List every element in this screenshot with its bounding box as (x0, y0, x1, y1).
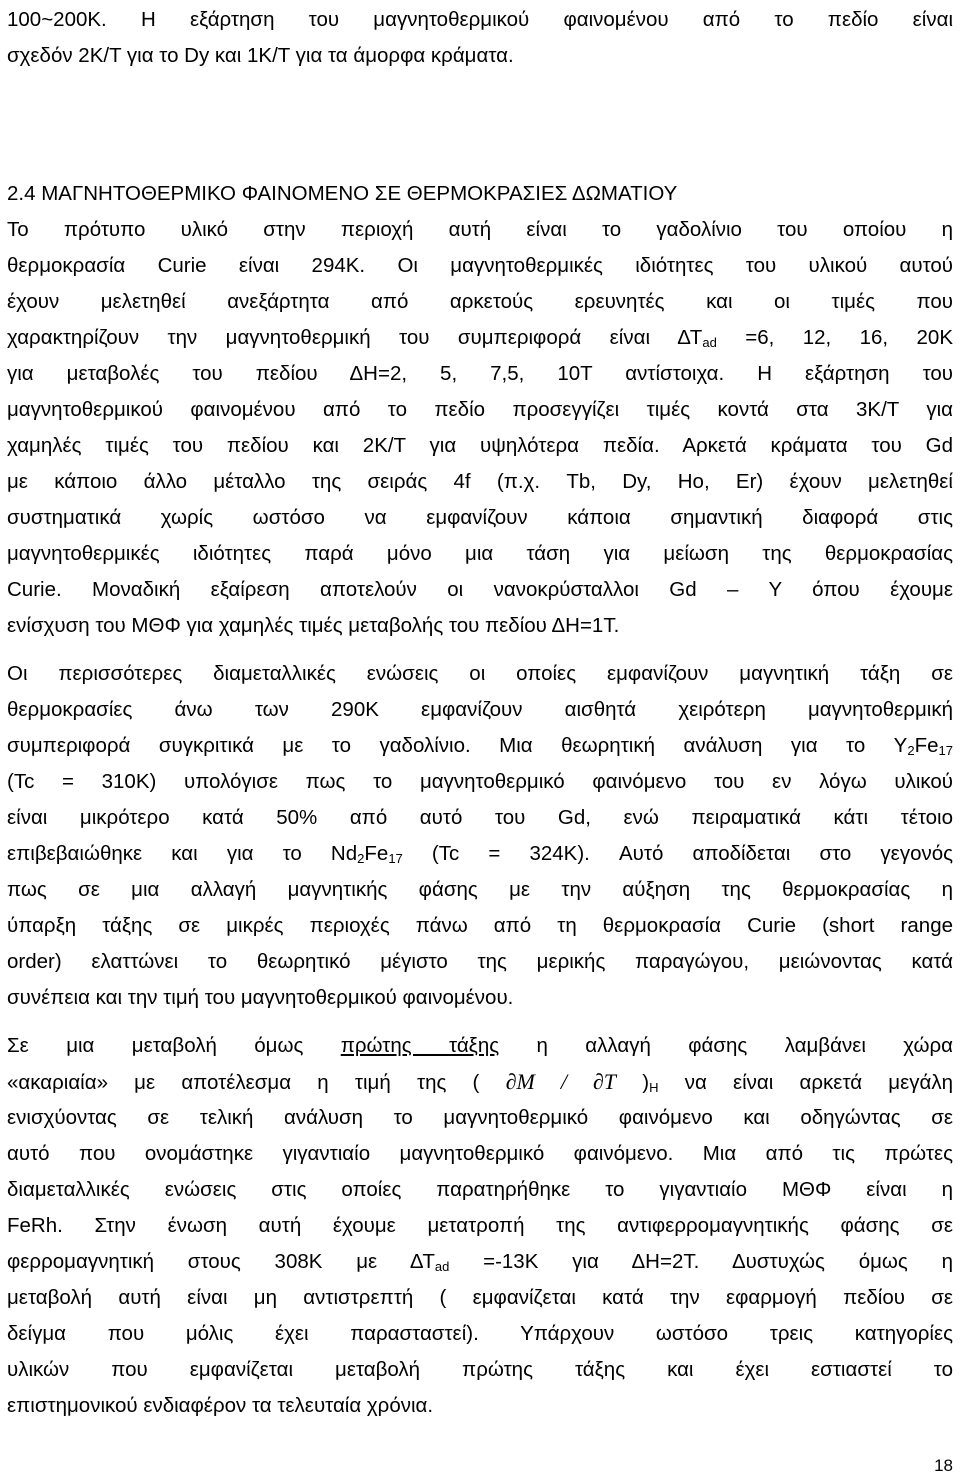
text-line: για μεταβολές του πεδίου ΔΗ=2, 5, 7,5, 10Τ αντίστοιχα. Η εξάρτηση του (7, 362, 953, 385)
text-line: υλικών που εμφανίζεται μεταβολή πρώτης τάξης και έχει εστιαστεί το (7, 1358, 953, 1381)
text-line: Το πρότυπο υλικό στην περιοχή αυτή είναι το γαδολίνιο του οποίου η (7, 218, 953, 241)
text-line: μαγνητοθερμικές ιδιότητες παρά μόνο μια τάση για μείωση της θερμοκρασίας (7, 542, 953, 565)
text-line: μεταβολή αυτή είναι μη αντιστρεπτή ( εμφανίζεται κατά την εφαρμογή πεδίου σε (7, 1286, 953, 1309)
text-line: σχεδόν 2K/T για το Dy και 1K/T για τα άμορφα κράματα. (7, 44, 514, 67)
text-line: χαρακτηρίζουν την μαγνητοθερμική του συμπεριφορά είναι $\Delta T_{ad} =6$, 12, 16, 20K (7, 326, 954, 350)
text-line: επιστημονικού ενδιαφέρον τα τελευταία χρόνια. (7, 1394, 434, 1417)
text-line: αυτό που ονομάστηκε γιγαντιαίο μαγνητοθερμικό φαινόμενο. Μια από τις πρώτες (7, 1142, 953, 1165)
text-line: χαμηλές τιμές του πεδίου και 2Κ/Τ για υψηλότερα πεδία. Αρκετά κράματα του Gd (7, 434, 953, 457)
page-number: 18 (934, 1456, 953, 1475)
text-line: έχουν μελετηθεί ανεξάρτητα από αρκετούς ερευνητές και οι τιμές που (7, 290, 953, 313)
section-heading: 2.4 ΜΑΓΝΗΤΟΘΕΡΜΙΚΟ ΦΑΙΝΟΜΕΝΟ ΣΕ ΘΕΡΜΟΚΡΑΣΙΕΣ ΔΩΜΑΤΙΟΥ (7, 182, 678, 205)
text-line: order) ελαττώνει το θεωρητικό μέγιστο της μερικής παραγώγου, μειώνοντας κατά (7, 950, 953, 973)
text-line: μαγνητοθερμικού φαινομένου από το πεδίο προσεγγίζει τιμές κοντά στα 3K/T για (7, 398, 953, 421)
text-line: Curie. Μοναδική εξαίρεση αποτελούν οι νανοκρύσταλλοι Gd – Y όπου έχουμε (7, 578, 953, 601)
text-line: φερρομαγνητική στους 308K με $\Delta T_{ad} =-13K$ για ΔΗ=2Τ. Δυστυχώς όμως η (7, 1250, 953, 1274)
text-line: Οι περισσότερες διαμεταλλικές ενώσεις οι οποίες εμφανίζουν μαγνητική τάξη σε (7, 662, 953, 685)
text-line: θερμοκρασία Curie είναι 294K. Οι μαγνητοθερμικές ιδιότητες του υλικού αυτού (7, 254, 953, 277)
text-line: συνέπεια και την τιμή του μαγνητοθερμικού φαινομένου. (7, 986, 514, 1009)
text-line: ύπαρξη τάξης σε μικρές περιοχές πάνω από τη θερμοκρασία Curie (short range (7, 914, 953, 937)
text-line: συμπεριφορά συγκριτικά με το γαδολίνιο. Μια θεωρητική ανάλυση για το $Y_2Fe_{17}$ (7, 734, 953, 758)
text-line: διαμεταλλικές ενώσεις στις οποίες παρατηρήθηκε το γιγαντιαίο ΜΘΦ είναι η (7, 1178, 953, 1201)
text-line: (Tc = 310K) υπολόγισε πως το μαγνητοθερμικό φαινόμενο του εν λόγω υλικού (7, 770, 953, 793)
underlined-term: πρώτης τάξης (340, 1034, 500, 1057)
text-line: δείγμα που μόλις έχει παρασταστεί). Υπάρχουν ωστόσο τρεις κατηγορίες (7, 1322, 953, 1345)
text-line: ενίσχυση του ΜΘΦ για χαμηλές τιμές μεταβολής του πεδίου ΔΗ=1Τ. (7, 614, 620, 637)
text-line: συστηματικά χωρίς ωστόσο να εμφανίζουν κάποια σημαντική διαφορά στις (7, 506, 953, 529)
text-line: θερμοκρασίες άνω των 290K εμφανίζουν αισθητά χειρότερη μαγνητοθερμική (7, 698, 953, 721)
text-line: με κάποιο άλλο μέταλλο της σειράς 4f (π.χ. Tb, Dy, Ho, Er) έχουν μελετηθεί (7, 470, 953, 493)
text-line: ενισχύοντας σε τελική ανάλυση το μαγνητοθερμικό φαινόμενο και οδηγώντας σε (7, 1106, 953, 1129)
text-line: είναι μικρότερο κατά 50% από αυτό του Gd, ενώ πειραματικά κάτι τέτοιο (7, 806, 953, 829)
text-line: 100~200K. Η εξάρτηση του μαγνητοθερμικού φαινομένου από το πεδίο είναι (7, 8, 953, 31)
text-line: πως σε μια αλλαγή μαγνητικής φάσης με την αύξηση της θερμοκρασίας η (7, 878, 953, 901)
text-line: Σε μια μεταβολή όμως πρώτης τάξης η αλλαγή φάσης λαμβάνει χώρα (7, 1034, 953, 1057)
text-line: «ακαριαία» με αποτέλεσμα η τιμή της ( ∂M / ∂T )$_H$ να είναι αρκετά μεγάλη (7, 1069, 954, 1095)
text-line: επιβεβαιώθηκε και για το $Nd_2Fe_{17}$ (Tc = 324K). Αυτό αποδίδεται στο γεγονός (7, 842, 954, 866)
partial-derivative-formula: ∂M / ∂T (505, 1069, 617, 1094)
text-line: FeRh. Στην ένωση αυτή έχουμε μετατροπή της αντιφερρομαγνητικής φάσης σε (7, 1214, 953, 1237)
